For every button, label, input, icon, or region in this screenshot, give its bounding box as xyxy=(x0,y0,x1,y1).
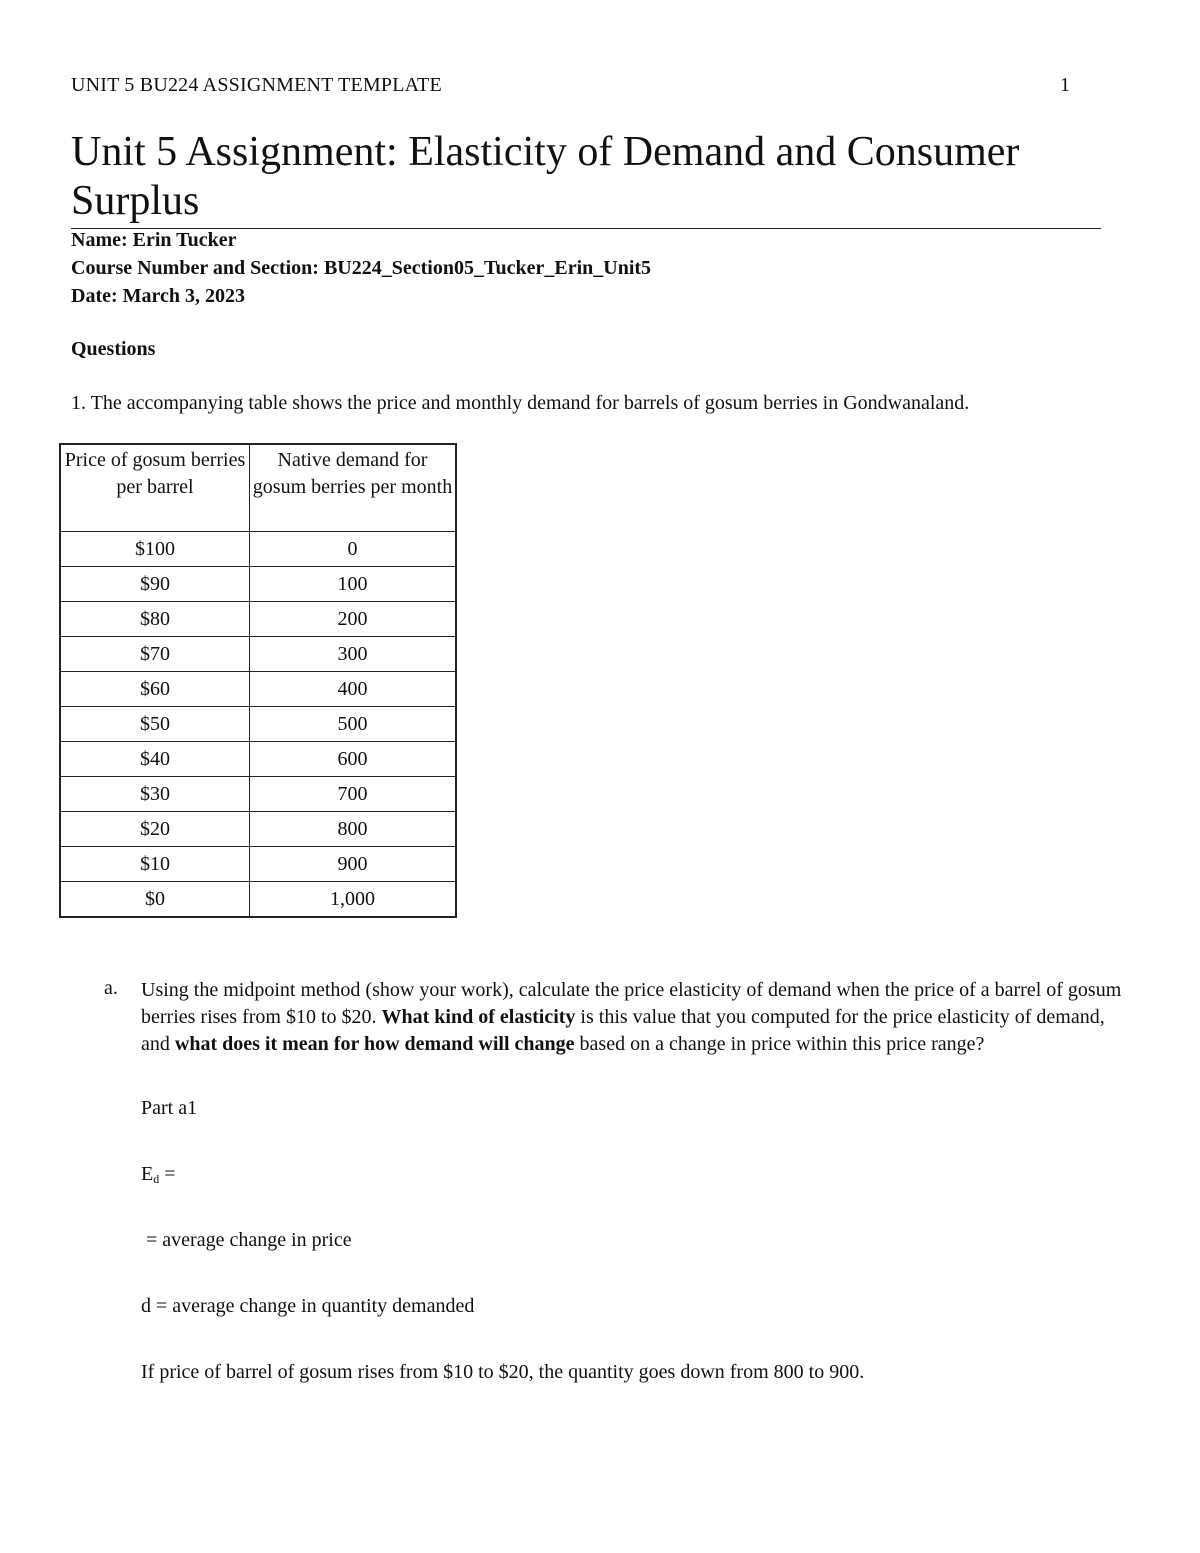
course-section: Course Number and Section: BU224_Section05_Tucker_Erin_Unit5 xyxy=(71,257,652,279)
price-cell: $90 xyxy=(60,567,250,602)
running-head: UNIT 5 BU224 ASSIGNMENT TEMPLATE xyxy=(71,74,442,96)
table-row xyxy=(60,637,456,672)
table-row xyxy=(60,532,456,567)
prompt-text: based on a change in price within this price range? xyxy=(574,1033,985,1055)
demand-cell: 500 xyxy=(250,707,457,742)
demand-cell: 100 xyxy=(250,567,457,602)
part-a-label: a. xyxy=(104,977,118,999)
prompt-text: is this value that you computed for the price elasticity of demand, and xyxy=(141,1006,1105,1055)
conclusion-line: If price of barrel of gosum rises from $10 to $20, the quantity goes down from 800 to 900. xyxy=(141,1361,865,1383)
header-demand: Native demand for gosum berries per month xyxy=(250,444,457,532)
demand-cell: 300 xyxy=(250,637,457,672)
table-row xyxy=(60,567,456,602)
price-cell: $70 xyxy=(60,637,250,672)
prompt-emphasis: what does it mean for how demand will change xyxy=(174,1033,575,1055)
table-row xyxy=(60,602,456,637)
price-cell: $60 xyxy=(60,672,250,707)
header-price: Price of gosum berries per barrel xyxy=(60,444,250,532)
quantity-definition: d = average change in quantity demanded xyxy=(141,1295,475,1317)
part-a-prompt xyxy=(141,977,1131,1058)
price-cell: $80 xyxy=(60,602,250,637)
price-cell: $10 xyxy=(60,847,250,882)
prompt-emphasis: What kind of elasticity xyxy=(381,1006,576,1028)
table-header-row xyxy=(60,444,456,532)
table-row xyxy=(60,847,456,882)
demand-cell: 1,000 xyxy=(250,882,457,918)
prompt-text: Using the midpoint method (show your work), calculate the price elasticity of demand when the price of a barrel of gosum berries rises from $10 to $20. xyxy=(141,979,1122,1028)
table-row xyxy=(60,742,456,777)
formula-symbol: E xyxy=(141,1163,154,1185)
part-a1-label: Part a1 xyxy=(141,1097,198,1119)
formula-subscript: d xyxy=(153,1172,160,1186)
price-cell: $20 xyxy=(60,812,250,847)
price-cell: $0 xyxy=(60,882,250,918)
demand-cell: 700 xyxy=(250,777,457,812)
table-row xyxy=(60,707,456,742)
price-definition: = average change in price xyxy=(141,1229,352,1251)
table-row xyxy=(60,882,456,918)
price-cell: $40 xyxy=(60,742,250,777)
price-cell: $50 xyxy=(60,707,250,742)
questions-heading: Questions xyxy=(71,338,156,360)
demand-cell: 800 xyxy=(250,812,457,847)
table-row xyxy=(60,672,456,707)
demand-cell: 600 xyxy=(250,742,457,777)
document-title: Unit 5 Assignment: Elasticity of Demand and Consumer Surplus xyxy=(71,128,1101,229)
demand-cell: 200 xyxy=(250,602,457,637)
page-number: 1 xyxy=(1060,74,1070,96)
table-row xyxy=(60,777,456,812)
submission-date: Date: March 3, 2023 xyxy=(71,285,246,307)
table-row xyxy=(60,812,456,847)
student-name: Name: Erin Tucker xyxy=(71,229,237,251)
formula-equals: = xyxy=(159,1163,176,1185)
price-cell: $30 xyxy=(60,777,250,812)
demand-cell: 900 xyxy=(250,847,457,882)
elasticity-formula xyxy=(141,1163,176,1187)
price-cell: $100 xyxy=(60,532,250,567)
demand-table xyxy=(59,443,457,918)
demand-cell: 0 xyxy=(250,532,457,567)
question-1: 1. The accompanying table shows the price and monthly demand for barrels of gosum berries in Gondwanaland. xyxy=(71,392,970,414)
demand-cell: 400 xyxy=(250,672,457,707)
